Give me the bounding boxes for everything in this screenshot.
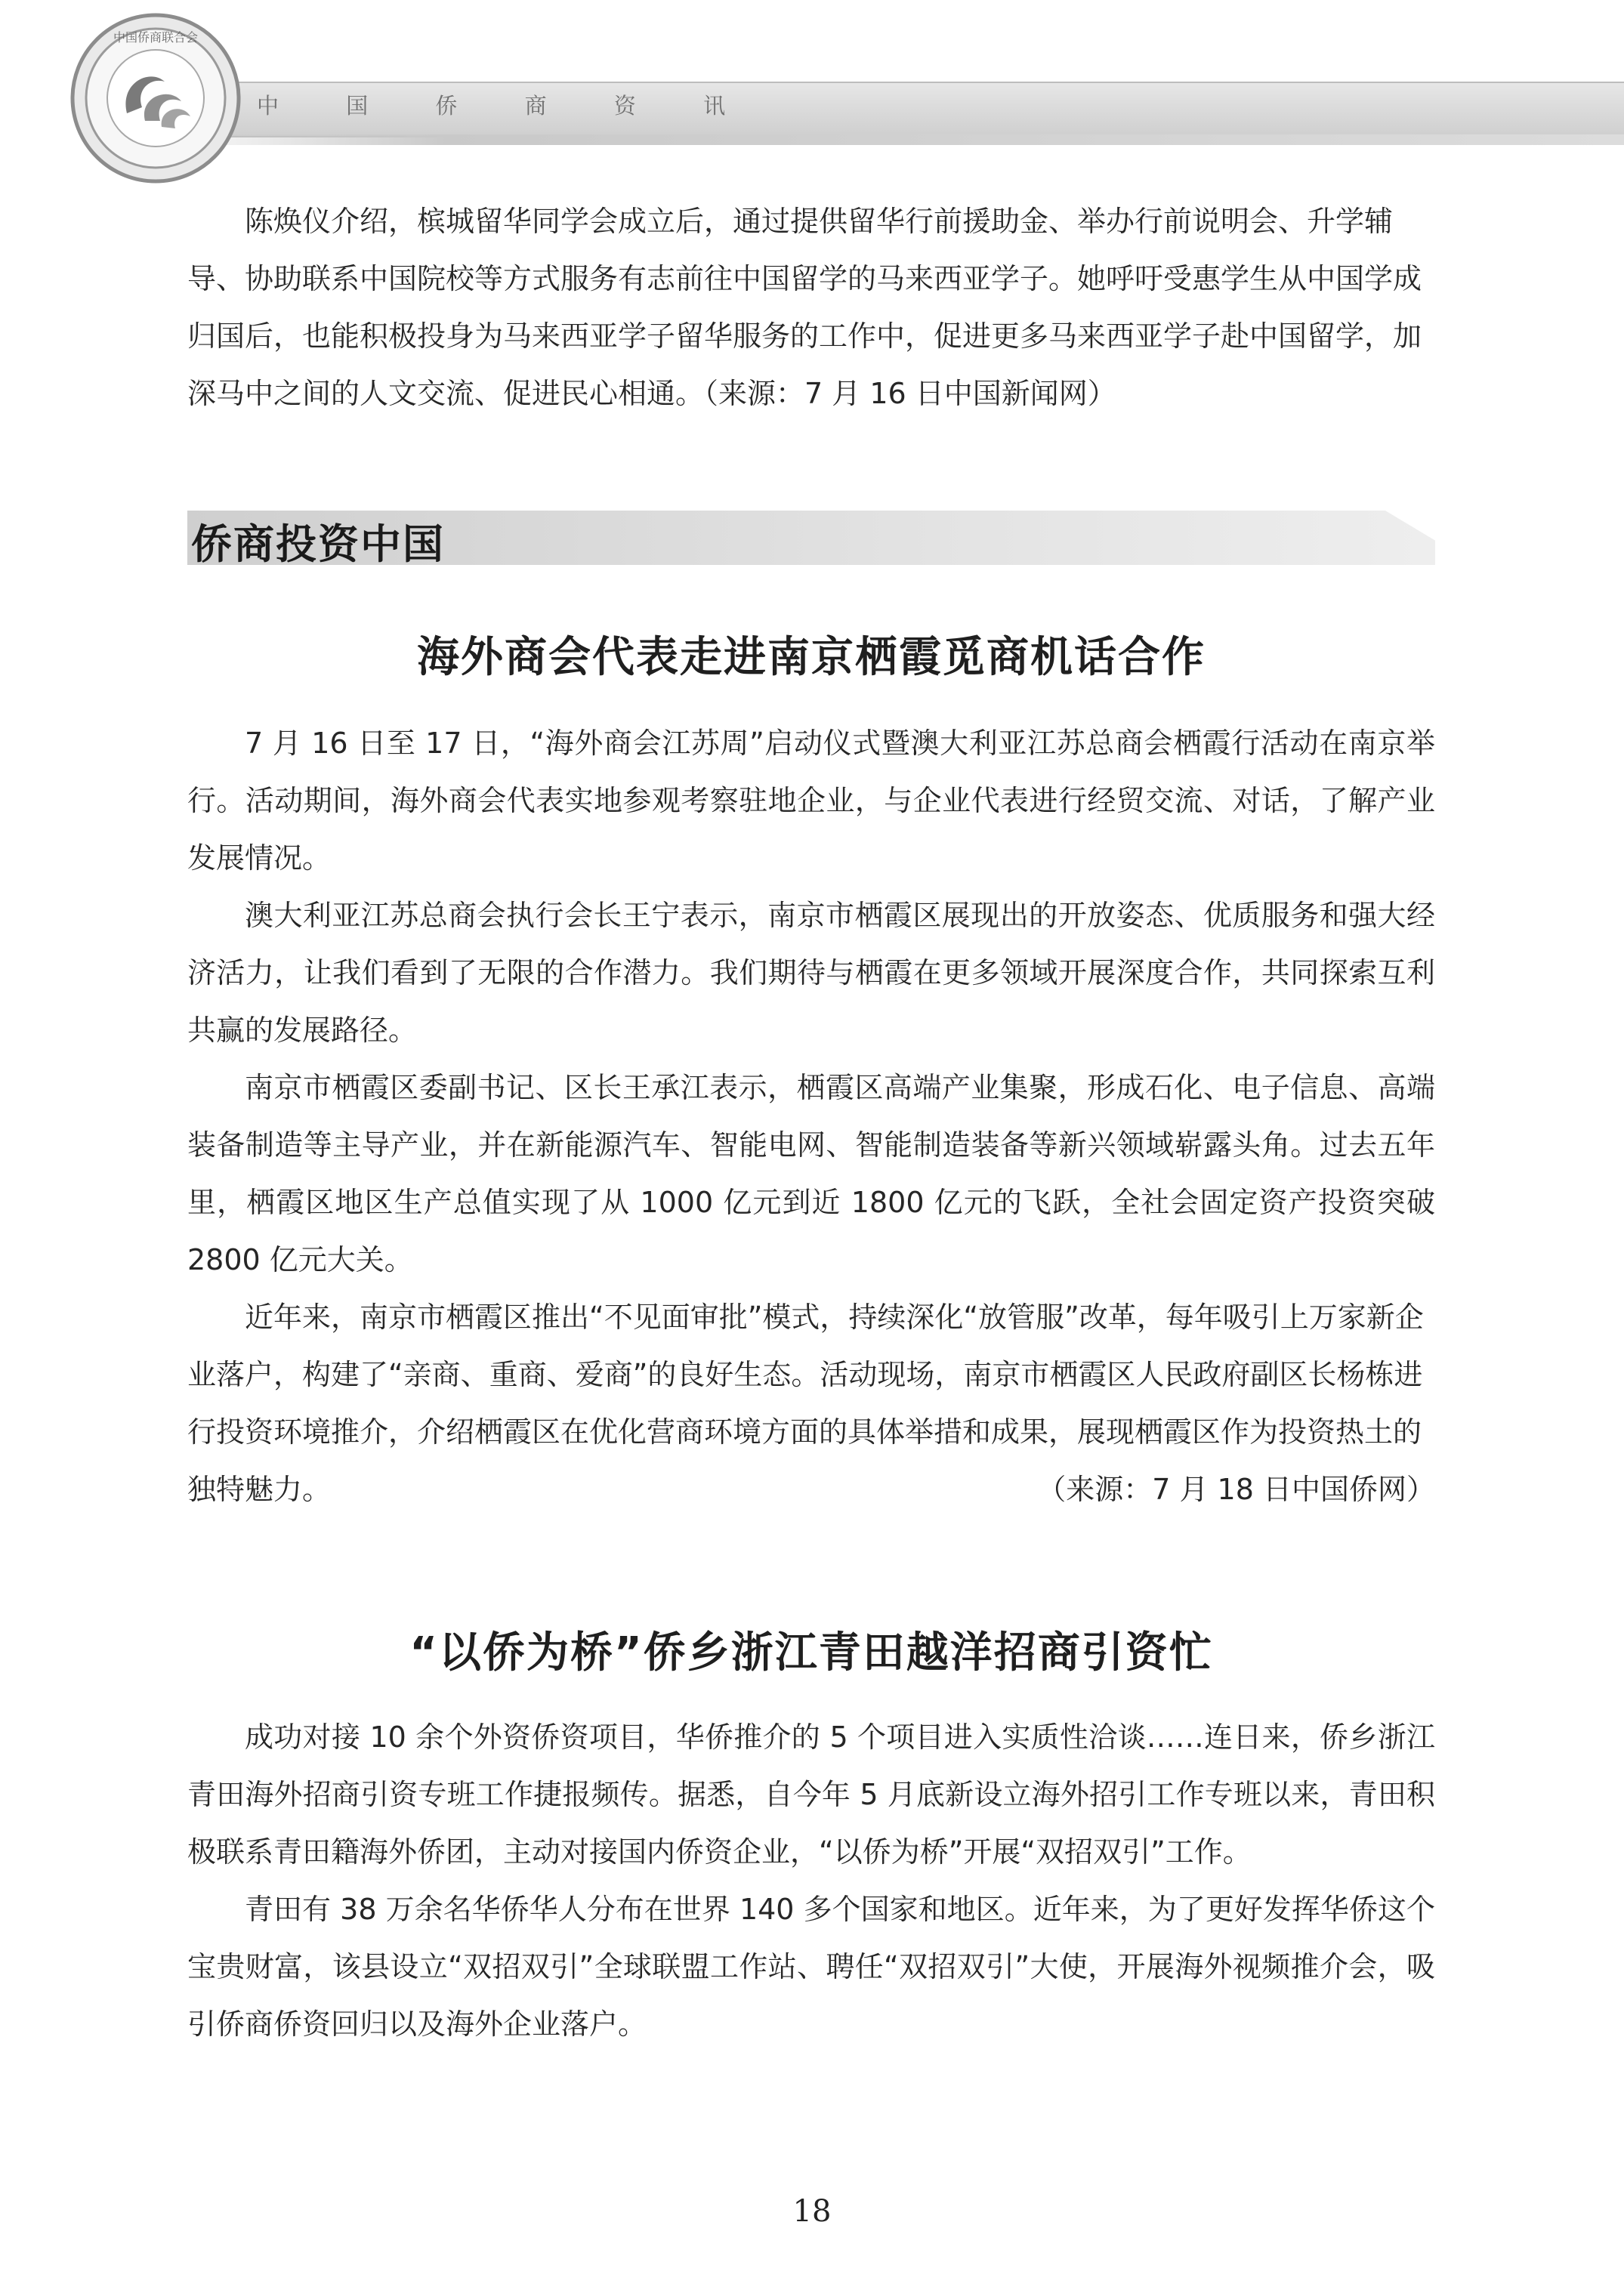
article1-paragraph-1: 7 月 16 日至 17 日，“海外商会江苏周”启动仪式暨澳大利亚江苏总商会栖霞行活动在南京举行。活动期间，海外商会代表实地参观考察驻地企业，与企业代表进行经贸交流、对话，了解产业发展情况。 xyxy=(187,727,1435,875)
logo-text: 中国侨商联合会 xyxy=(113,30,199,45)
continuation-paragraph xyxy=(187,193,1435,422)
article-body-1 xyxy=(187,714,1435,1518)
section-title: 侨商投资中国 xyxy=(191,520,445,568)
article1-paragraph-4 xyxy=(187,1288,1435,1518)
continuation-block xyxy=(187,193,1435,422)
header-title: 中 国 侨 商 资 讯 xyxy=(257,93,756,119)
article-body-2 xyxy=(187,1708,1435,2053)
article2-paragraph-2: 青田有 38 万余名华侨华人分布在世界 140 多个国家和地区。近年来，为了更好发挥华侨这个宝贵财富，该县设立“双招双引”全球联盟工作站、聘任“双招双引”大使，开展海外视频推介会，吸引侨商侨资回归以及海外企业落户。 xyxy=(187,1893,1435,2041)
article-title-1: 海外商会代表走进南京栖霞觅商机话合作 xyxy=(417,633,1206,682)
continuation-text: 陈焕仪介绍，槟城留华同学会成立后，通过提供留华行前援助金、举办行前说明会、升学辅导、协助联系中国院校等方式服务有志前往中国留学的马来西亚学子。她呼吁受惠学生从中国学成归国后，也能积极投身为马来西亚学子留华服务的工作中，促进更多马来西亚学子赴中国留学，加深马中之间的人文交流、促进民心相通。 xyxy=(187,205,1422,410)
article1-paragraph-3: 南京市栖霞区委副书记、区长王承江表示，栖霞区高端产业集聚，形成石化、电子信息、高端装备制造等主导产业，并在新能源汽车、智能电网、智能制造装备等新兴领域崭露头角。过去五年里，栖霞区地区生产总值实现了从 1000 亿元到近 1800 亿元的飞跃，全社会固定资产投资突破 2800 亿元大关。 xyxy=(187,1071,1435,1276)
article1-paragraph-2: 澳大利亚江苏总商会执行会长王宁表示，南京市栖霞区展现出的开放姿态、优质服务和强大经济活力，让我们看到了无限的合作潜力。我们期待与栖霞在更多领域开展深度合作，共同探索互利共赢的发展路径。 xyxy=(187,899,1435,1047)
page-number: 18 xyxy=(792,2194,832,2229)
article-title-2: “以侨为桥”侨乡浙江青田越洋招商引资忙 xyxy=(409,1628,1213,1677)
article1-paragraph-4-text: 近年来，南京市栖霞区推出“不见面审批”模式，持续深化“放管服”改革，每年吸引上万家新企业落户，构建了“亲商、重商、爱商”的良好生态。活动现场，南京市栖霞区人民政府副区长杨栋进行投资环境推介，介绍栖霞区在优化营商环境方面的具体举措和成果，展现栖霞区作为投资热土的独特魅力。 xyxy=(187,1301,1424,1506)
header-swoosh xyxy=(151,134,1624,145)
article2-paragraph-1: 成功对接 10 余个外资侨资项目，华侨推介的 5 个项目进入实质性洽谈……连日来，侨乡浙江青田海外招商引资专班工作捷报频传。据悉，自今年 5 月底新设立海外招引工作专班以来，青田积极联系青田籍海外侨团，主动对接国内侨资企业，“以侨为桥”开展“双招双引”工作。 xyxy=(187,1721,1435,1869)
source-note: （来源：7 月 16 日中国新闻网） xyxy=(704,377,1116,410)
source-note: （来源：7 月 18 日中国侨网） xyxy=(1037,1473,1435,1506)
association-logo xyxy=(66,8,244,185)
